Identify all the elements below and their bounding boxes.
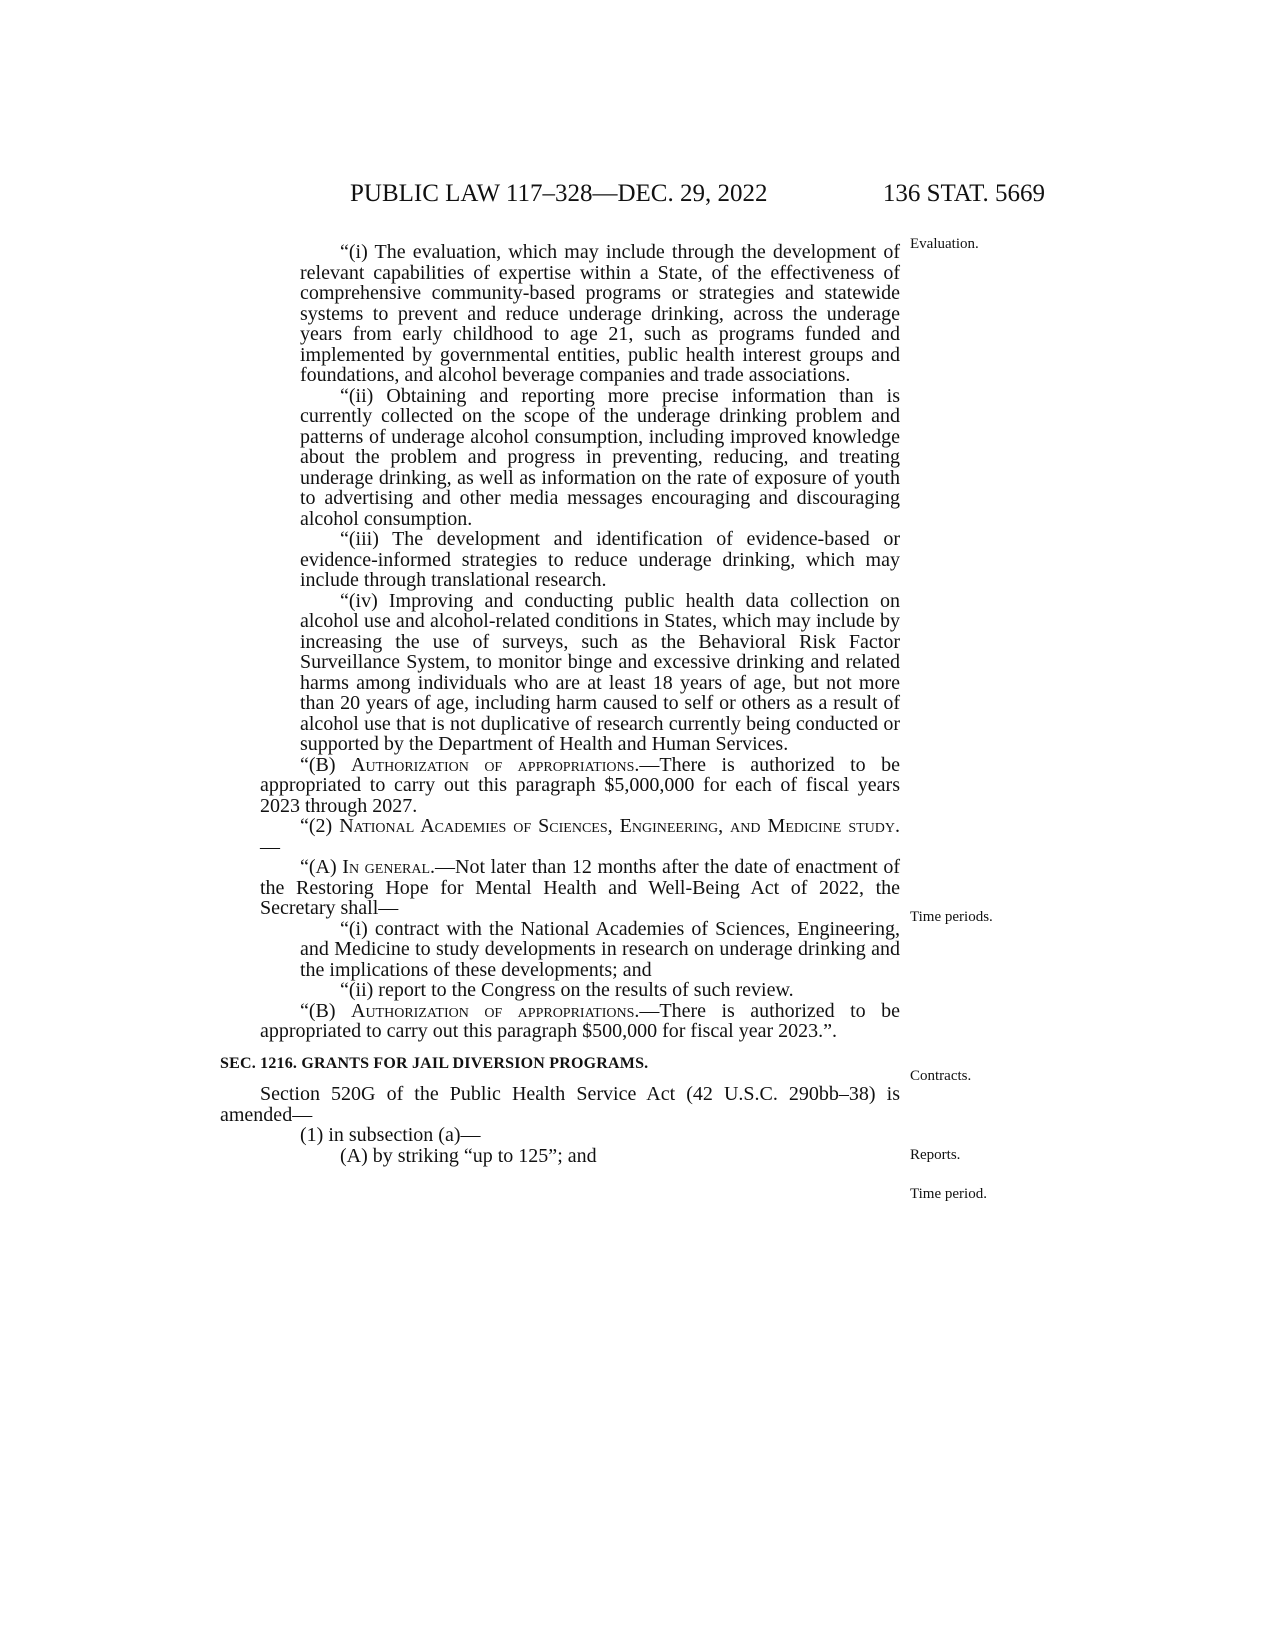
subparagraph-a-lead: “(A): [300, 856, 343, 878]
subparagraph-a-text: .—Not later than 12 months after the date of enactment of the Restoring Hope for Mental Health and Well-Being Act of 2022, the Secretary shall—: [260, 856, 901, 919]
subparagraph-a-heading: In general: [342, 856, 431, 878]
document-body: [220, 242, 900, 1166]
clause-iii-strategies: “(iii) The development and identification of evidence-based or evidence-informed strategies to reduce underage drinking, which may include through translational research.: [300, 528, 900, 591]
paragraph-2-dash: .—: [260, 815, 900, 858]
public-law-citation: PUBLIC LAW 117–328—DEC. 29, 2022: [350, 180, 768, 207]
clause-a-i-contract: “(i) contract with the National Academies of Sciences, Engineering, and Medicine to study developments in research on underage drinking and the implications of these developments; and: [300, 917, 900, 981]
clause-ii-reporting: “(ii) Obtaining and reporting more precise information than is currently collected on the scope of the underage drinking problem and patterns of underage alcohol consumption, including improved knowledge about the problem and progress in preventing, reducing, and treating underage drinking, as well as information on the rate of exposure of youth to advertising and other media messages encouraging and discouraging alcohol consumption.: [300, 384, 900, 530]
margin-note-contracts: Contracts.: [910, 1068, 972, 1084]
statute-page-number: 136 STAT. 5669: [882, 180, 1045, 207]
margin-note-time-periods: Time periods.: [910, 909, 993, 925]
margin-note-evaluation: Evaluation.: [910, 236, 979, 252]
subparagraph-b2-text: .—There is authorized to be appropriated to carry out this paragraph $500,000 for fiscal year 2023.”.: [260, 999, 900, 1042]
paragraph-2-title: National Academies of Sciences, Engineering, and Medicine study: [339, 815, 895, 837]
section-heading: SEC. 1216. GRANTS FOR JAIL DIVERSION PROGRAMS.: [220, 1054, 649, 1072]
margin-note-time-period: Time period.: [910, 1186, 987, 1202]
subparagraph-b-lead: “(B): [300, 753, 351, 776]
clause-iv-data-collection: “(iv) Improving and conducting public health data collection on alcohol use and alcohol-related conditions in States, which may include by increasing the use of surveys, such as the Behavioral Risk Factor Surveillance System, to monitor binge and excessive drinking and related harms among individuals who are at least 18 years of age, but not more than 20 years of age, including harm caused to self or others as a result of alcohol use that is not duplicative of research currently being conducted or supported by the Department of Health and Human Services.: [300, 589, 900, 755]
paragraph-2-lead: “(2): [300, 815, 340, 837]
subparagraph-a-general: [220, 857, 900, 919]
section-intro: Section 520G of the Public Health Service Act (42 U.S.C. 290bb–38) is amended—: [220, 1083, 900, 1126]
amendment-1a: (A) by striking “up to 125”; and: [340, 1144, 597, 1167]
clause-a-ii-report: “(ii) report to the Congress on the results of such review.: [340, 979, 794, 1001]
subparagraph-b-text: .—There is authorized to be appropriated to carry out this paragraph $5,000,000 for each of fiscal years 2023 through 2027.: [260, 753, 900, 817]
clause-i-evaluation: “(i) The evaluation, which may include through the development of relevant capabilities of expertise within a State, of the effectiveness of comprehensive community-based programs or strategies and statewide systems to prevent and reduce underage drinking, across the underage years from early childhood to age 21, such as programs funded and implemented by governmental entities, public health interest groups and foundations, and alcohol beverage companies and trade associations.: [300, 241, 900, 386]
subparagraph-b-heading: Authorization of appropriations: [351, 753, 635, 776]
subparagraph-b-authorization: [220, 755, 900, 817]
page-header: [350, 180, 1045, 214]
margin-note-reports: Reports.: [910, 1147, 961, 1163]
subparagraph-b2-lead: “(B): [300, 999, 351, 1022]
subparagraph-b2-authorization: [220, 1001, 900, 1042]
amendment-1: (1) in subsection (a)—: [300, 1124, 481, 1146]
subparagraph-b2-heading: Authorization of appropriations: [351, 999, 635, 1022]
paragraph-2-heading: [220, 816, 900, 857]
